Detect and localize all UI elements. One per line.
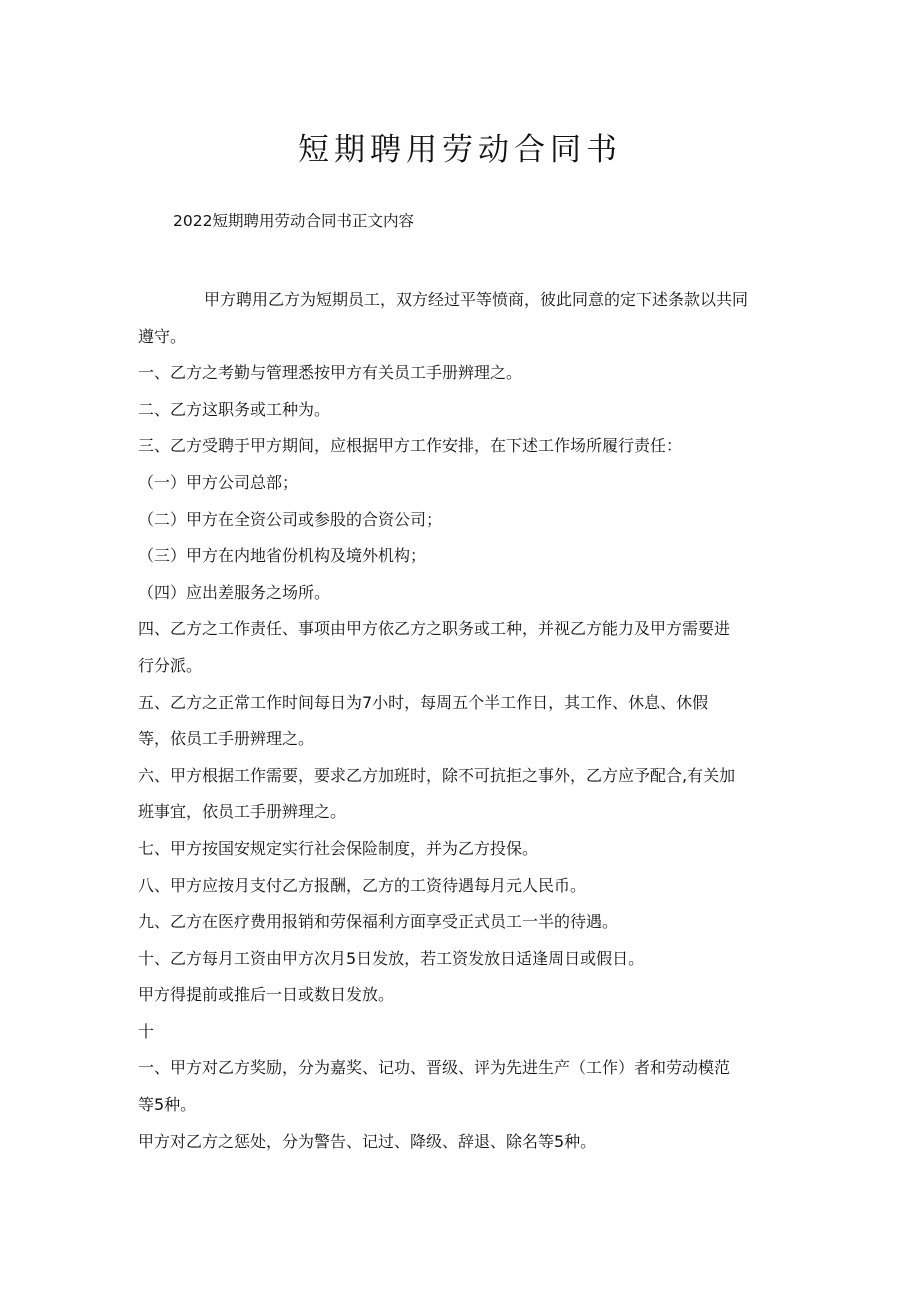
clause-2: 二、乙方这职务或工种为。: [138, 399, 331, 419]
clause-6-line: 班事宜，依员工手册辨理之。: [138, 802, 347, 822]
clause-9: 九、乙方在医疗费用报销和劳保福利方面享受正式员工一半的待遇。: [138, 912, 619, 932]
clause-4-line: 行分派。: [138, 655, 203, 675]
paragraph-line: 甲方聘用乙方为短期员工，双方经过平等愤商，彼此同意的定下述条款以共同: [204, 290, 749, 309]
clause-3-item-2: （二）甲方在全资公司或参股的合资公司；: [138, 509, 443, 529]
clause-3-item-3: （三）甲方在内地省份机构及境外机构；: [138, 546, 427, 566]
document-title: 短期聘用劳动合同书: [298, 132, 622, 168]
clause-3: 三、乙方受聘于甲方期间，应根据甲方工作安排，在下述工作场所履行责任：: [138, 436, 683, 456]
clause-11-line: 甲方对乙方之惩处，分为警告、记过、降级、辞退、除名等5种。: [138, 1131, 597, 1151]
clause-11-number: 十: [138, 1021, 155, 1041]
clause-5-line: 等，依员工手册辨理之。: [138, 729, 315, 749]
clause-7: 七、甲方按国安规定实行社会保险制度，并为乙方投保。: [138, 838, 539, 858]
clause-3-item-1: （一）甲方公司总部；: [138, 472, 299, 492]
clause-1: 一、乙方之考勤与管理悉按甲方有关员工手册辨理之。: [138, 363, 523, 383]
clause-6-line: 六、甲方根据工作需要，要求乙方加班时，除不可抗拒之事外，乙方应予配合,有关加: [138, 765, 736, 785]
clause-5-line: 五、乙方之正常工作时间每日为7小时，每周五个半工作日，其工作、休息、休假: [138, 692, 709, 712]
clause-11-line: 一、甲方对乙方奖励，分为嘉奖、记功、晋级、评为先进生产（工作）者和劳动模范: [138, 1058, 731, 1078]
paragraph-line: 遵守。: [138, 326, 187, 346]
clause-4-line: 四、乙方之工作责任、事项由甲方依乙方之职务或工种，并视乙方能力及甲方需要进: [138, 619, 731, 639]
clause-10-line: 甲方得提前或推后一日或数日发放。: [138, 985, 395, 1005]
clause-8: 八、甲方应按月支付乙方报酬，乙方的工资待遇每月元人民币。: [138, 875, 587, 895]
document-body: [138, 282, 788, 1160]
document-subtitle: 2022短期聘用劳动合同书正文内容: [173, 212, 414, 230]
clause-10-line: 十、乙方每月工资由甲方次月5日发放，若工资发放日适逢周日或假日。: [138, 948, 645, 968]
clause-11-line: 等5种。: [138, 1095, 197, 1115]
clause-3-item-4: （四）应出差服务之场所。: [138, 582, 331, 602]
